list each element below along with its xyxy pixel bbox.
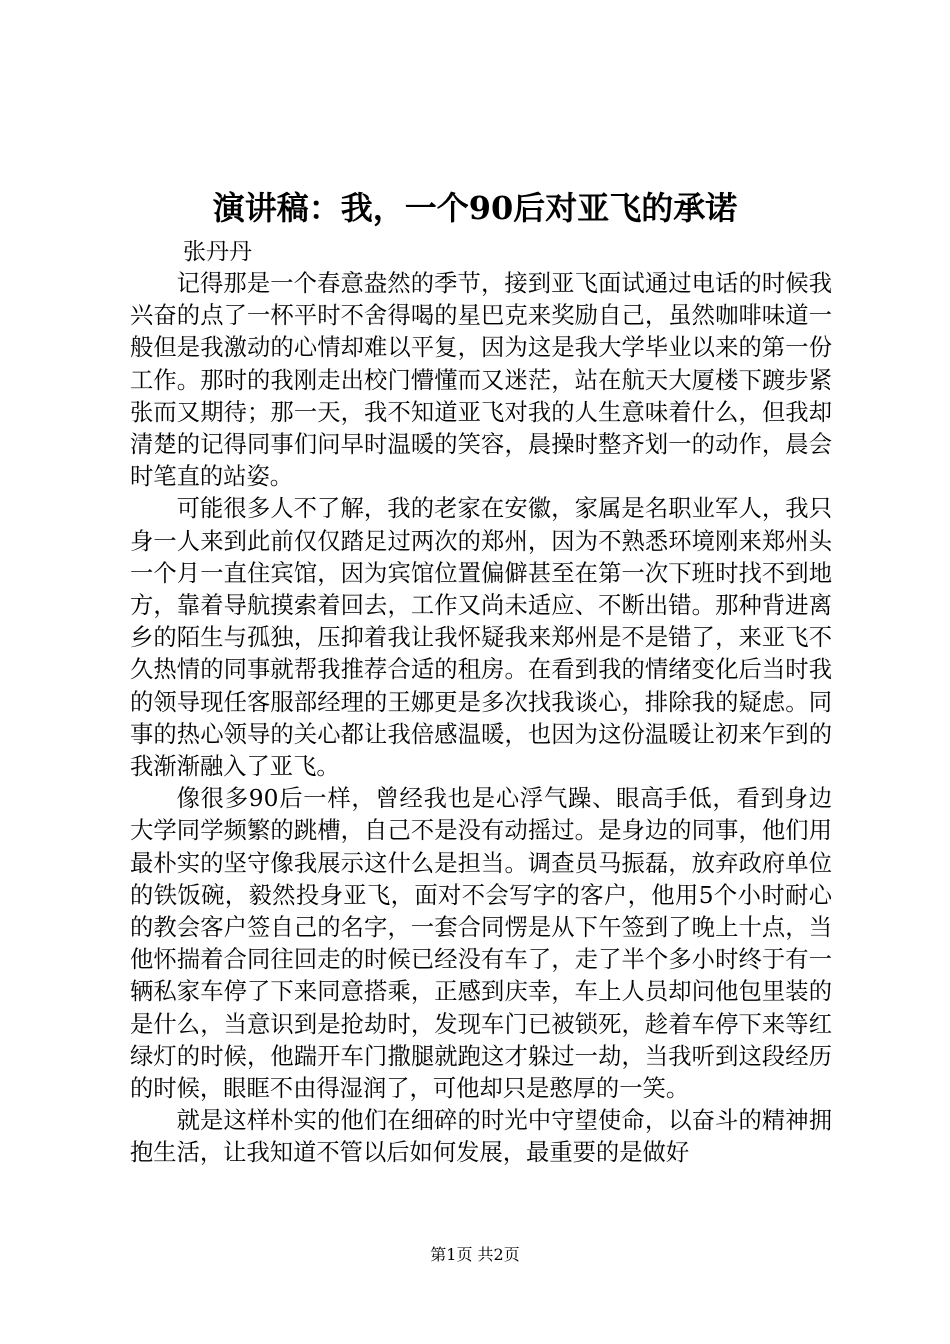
author-name: 张丹丹 <box>183 239 252 265</box>
paragraph: 记得那是一个春意盎然的季节，接到亚飞面试通过电话的时候我兴奋的点了一杯平时不舍得喝的星巴克来奖励自己，虽然咖啡味道一般但是我激动的心情却难以平复，因为这是我大学毕业以来的第一份工作。那时的我刚走出校门懵懂而又迷茫，站在航天大厦楼下踱步紧张而又期待；那一天，我不知道亚飞对我的人生意味着什么，但我却清楚的记得同事们问早时温暖的笑容，晨操时整齐划一的动作，晨会时笔直的站姿。 <box>130 270 832 491</box>
page-footer: 第1页 共2页 <box>430 1245 520 1264</box>
paragraph: 像很多90后一样，曾经我也是心浮气躁、眼高手低，看到身边大学同学频繁的跳槽，自己不是没有动摇过。是身边的同事，他们用最朴实的坚守像我展示这什么是担当。调查员马振磊，放弃政府单位的铁饭碗，毅然投身亚飞，面对不会写字的客户，他用5个小时耐心的教会客户签自己的名字，一套合同愣是从下午签到了晚上十点，当他怀揣着合同往回走的时候已经没有车了，走了半个多小时终于有一辆私家车停了下来同意搭乘，正感到庆幸，车上人员却问他包里装的是什么，当意识到是抢劫时，发现车门已被锁死，趁着车停下来等红绿灯的时候，他踹开车门撒腿就跑这才躲过一劫，当我听到这段经历的时候，眼眶不由得湿润了，可他却只是憨厚的一笑。 <box>130 785 832 1103</box>
paragraph: 就是这样朴实的他们在细碎的时光中守望使命，以奋斗的精神拥抱生活，让我知道不管以后如何发展，最重要的是做好 <box>130 1107 832 1167</box>
document-body <box>130 268 832 1170</box>
document-title: 演讲稿：我，一个90后对亚飞的承诺 <box>212 189 738 227</box>
paragraph: 可能很多人不了解，我的老家在安徽，家属是名职业军人，我只身一人来到此前仅仅踏足过两次的郑州，因为不熟悉环境刚来郑州头一个月一直住宾馆，因为宾馆位置偏僻甚至在第一次下班时找不到地方，靠着导航摸索着回去，工作又尚未适应、不断出错。那种背进离乡的陌生与孤独，压抑着我让我怀疑我来郑州是不是错了，来亚飞不久热情的同事就帮我推荐合适的租房。在看到我的情绪变化后当时我的领导现任客服部经理的王娜更是多次找我谈心，排除我的疑虑。同事的热心领导的关心都让我倍感温暖，也因为这份温暖让初来乍到的我渐渐融入了亚飞。 <box>130 495 832 781</box>
